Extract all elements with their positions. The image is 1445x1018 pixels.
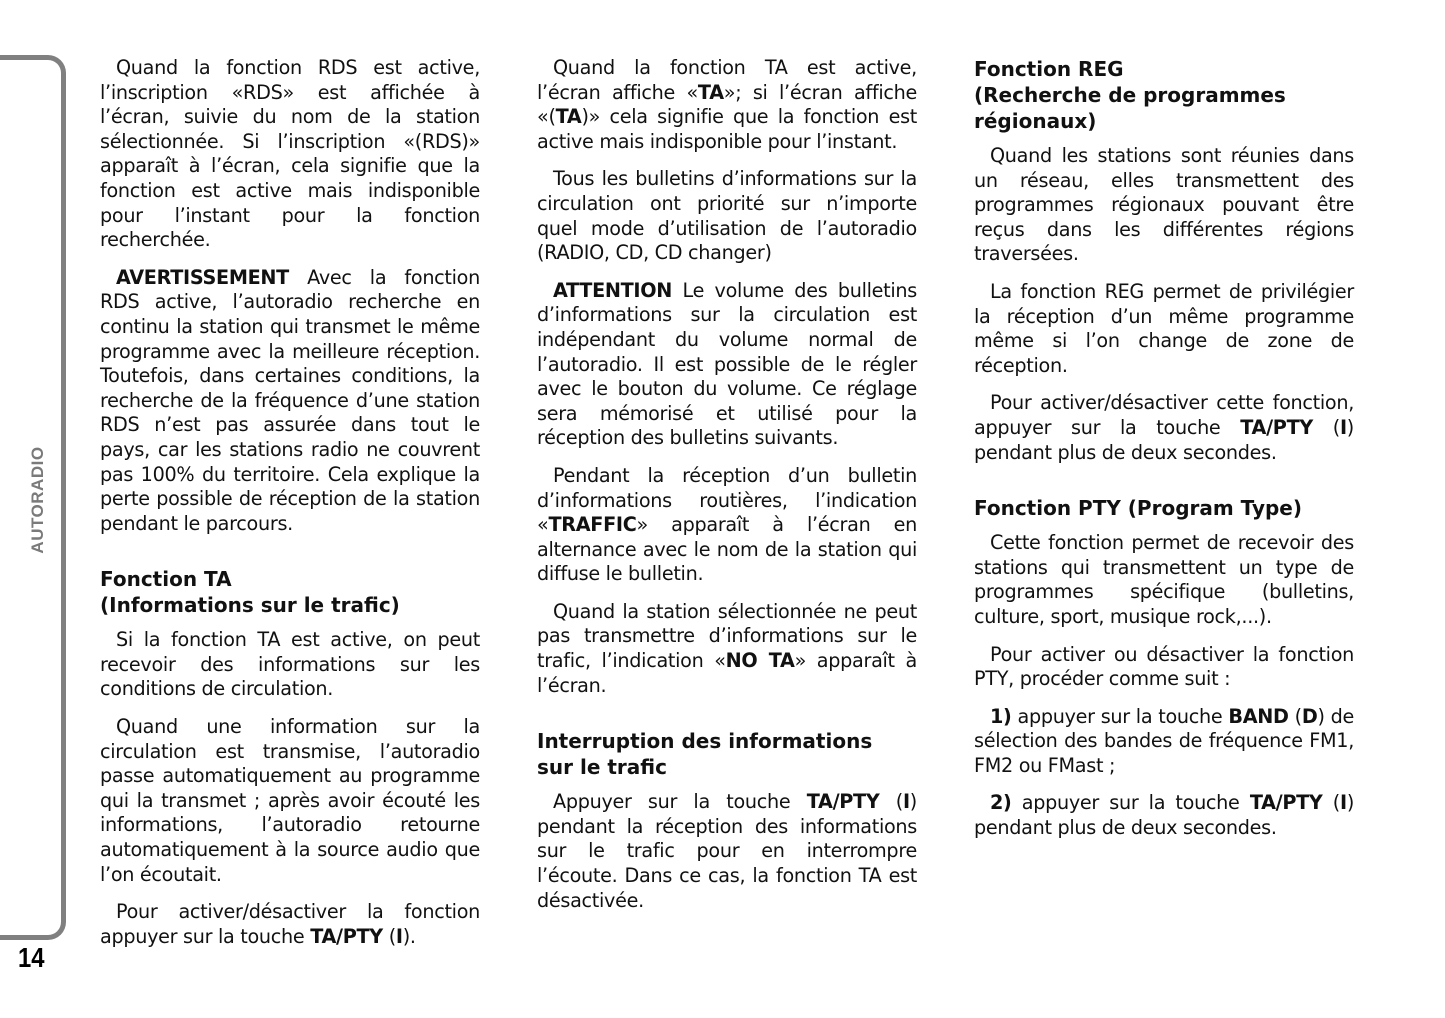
paragraph-traffic-indicator: Pendant la réception d’un bulletin d’informations routières, l’indication «TRAFFIC» apparaît à l’écran en alternance avec le nom de la station qui diffuse le bulletin. bbox=[537, 463, 917, 586]
column-3 bbox=[974, 56, 1354, 854]
paragraph-ta-display: Quand la fonction TA est active, l’écran affiche «TA»; si l’écran affiche «(TA)» cela signifie que la fonction est active mais indisponible pour l’instant. bbox=[537, 56, 917, 153]
paragraph-ta-auto: Quand une information sur la circulation est transmise, l’autoradio passe automatiquement au programme qui la transmet ; après avoir écouté les informations, l’autoradio retourne automatiquement à la source audio que l’on écoutait. bbox=[100, 715, 480, 886]
paragraph-rds-display: Quand la fonction RDS est active, l’inscription «RDS» est affichée à l’écran, suivie du nom de la station sélectionnée. Si l’inscription «(RDS)» apparaît à l’écran, cela signifie que la fonction est active mais indisponible pour l’instant pour la fonction recherchée. bbox=[100, 56, 480, 252]
paragraph-ta-attention: ATTENTION Le volume des bulletins d’informations sur la circulation est indépendant du volume normal de l’autoradio. Il est possible de le régler avec le bouton du volume. Ce réglage sera mémorisé et utilisé pour la réception des bulletins suivants. bbox=[537, 278, 917, 450]
paragraph-reg-toggle: Pour activer/désactiver cette fonction, appuyer sur la touche TA/PTY (I) pendant plus de deux secondes. bbox=[974, 391, 1354, 464]
step-2: 2) appuyer sur la touche TA/PTY (I) pendant plus de deux secondes. bbox=[974, 791, 1354, 840]
column-1 bbox=[100, 56, 480, 962]
step-1: 1) appuyer sur la touche BAND (D) de sélection des bandes de fréquence FM1, FM2 ou FMast ; bbox=[974, 704, 1354, 777]
paragraph-ta-priority: Tous les bulletins d’informations sur la circulation ont priorité sur n’importe quel mode d’utilisation de l’autoradio (RADIO, CD, CD changer) bbox=[537, 167, 917, 265]
paragraph-reg-network: Quand les stations sont réunies dans un réseau, elles transmettent des programmes régionaux pouvant être reçus dans les différentes régions traversées. bbox=[974, 144, 1354, 266]
paragraph-no-ta: Quand la station sélectionnée ne peut pas transmettre d’informations sur le trafic, l’indication «NO TA» apparaît à l’écran. bbox=[537, 599, 917, 697]
heading-fonction-reg: Fonction REG (Recherche de programmes régionaux) bbox=[974, 57, 1286, 133]
paragraph-reg-purpose: La fonction REG permet de privilégier la réception d’un même programme même si l’on change de zone de réception. bbox=[974, 279, 1354, 377]
heading-fonction-pty: Fonction PTY (Program Type) bbox=[974, 496, 1302, 521]
paragraph-rds-warning: AVERTISSEMENT Avec la fonction RDS active, l’autoradio recherche en continu la station qui transmet le même programme avec la meilleure réception. Toutefois, dans certaines conditions, la recherche de la fréquence d’une station RDS n’est pas assurée dans tout le pays, car les stations radio ne couvrent pas 100% du territoire. Cela explique la perte possible de réception de la station pendant le parcours. bbox=[100, 265, 480, 535]
page-number: 14 bbox=[18, 942, 45, 973]
paragraph-ta-intro: Si la fonction TA est active, on peut recevoir des informations sur les conditions de circulation. bbox=[100, 628, 480, 701]
attention-label: ATTENTION bbox=[553, 278, 673, 302]
column-2 bbox=[537, 56, 917, 926]
paragraph-interruption: Appuyer sur la touche TA/PTY (I) pendant la réception des informations sur le trafic pour en interrompre l’écoute. Dans ce cas, la fonction TA est désactivée. bbox=[537, 790, 917, 912]
warning-label: AVERTISSEMENT bbox=[116, 265, 289, 289]
paragraph-pty-procedure: Pour activer ou désactiver la fonction PTY, procéder comme suit : bbox=[974, 642, 1354, 691]
heading-fonction-ta: Fonction TA (Informations sur le trafic) bbox=[100, 567, 400, 618]
paragraph-ta-toggle: Pour activer/désactiver la fonction appuyer sur la touche TA/PTY (I). bbox=[100, 900, 480, 948]
section-tab-label: AUTORADIO bbox=[28, 446, 47, 554]
heading-interruption: Interruption des informations sur le trafic bbox=[537, 729, 873, 780]
paragraph-pty-intro: Cette fonction permet de recevoir des stations qui transmettent un type de programmes spécifique (bulletins, culture, sport, musique rock,...). bbox=[974, 531, 1354, 628]
